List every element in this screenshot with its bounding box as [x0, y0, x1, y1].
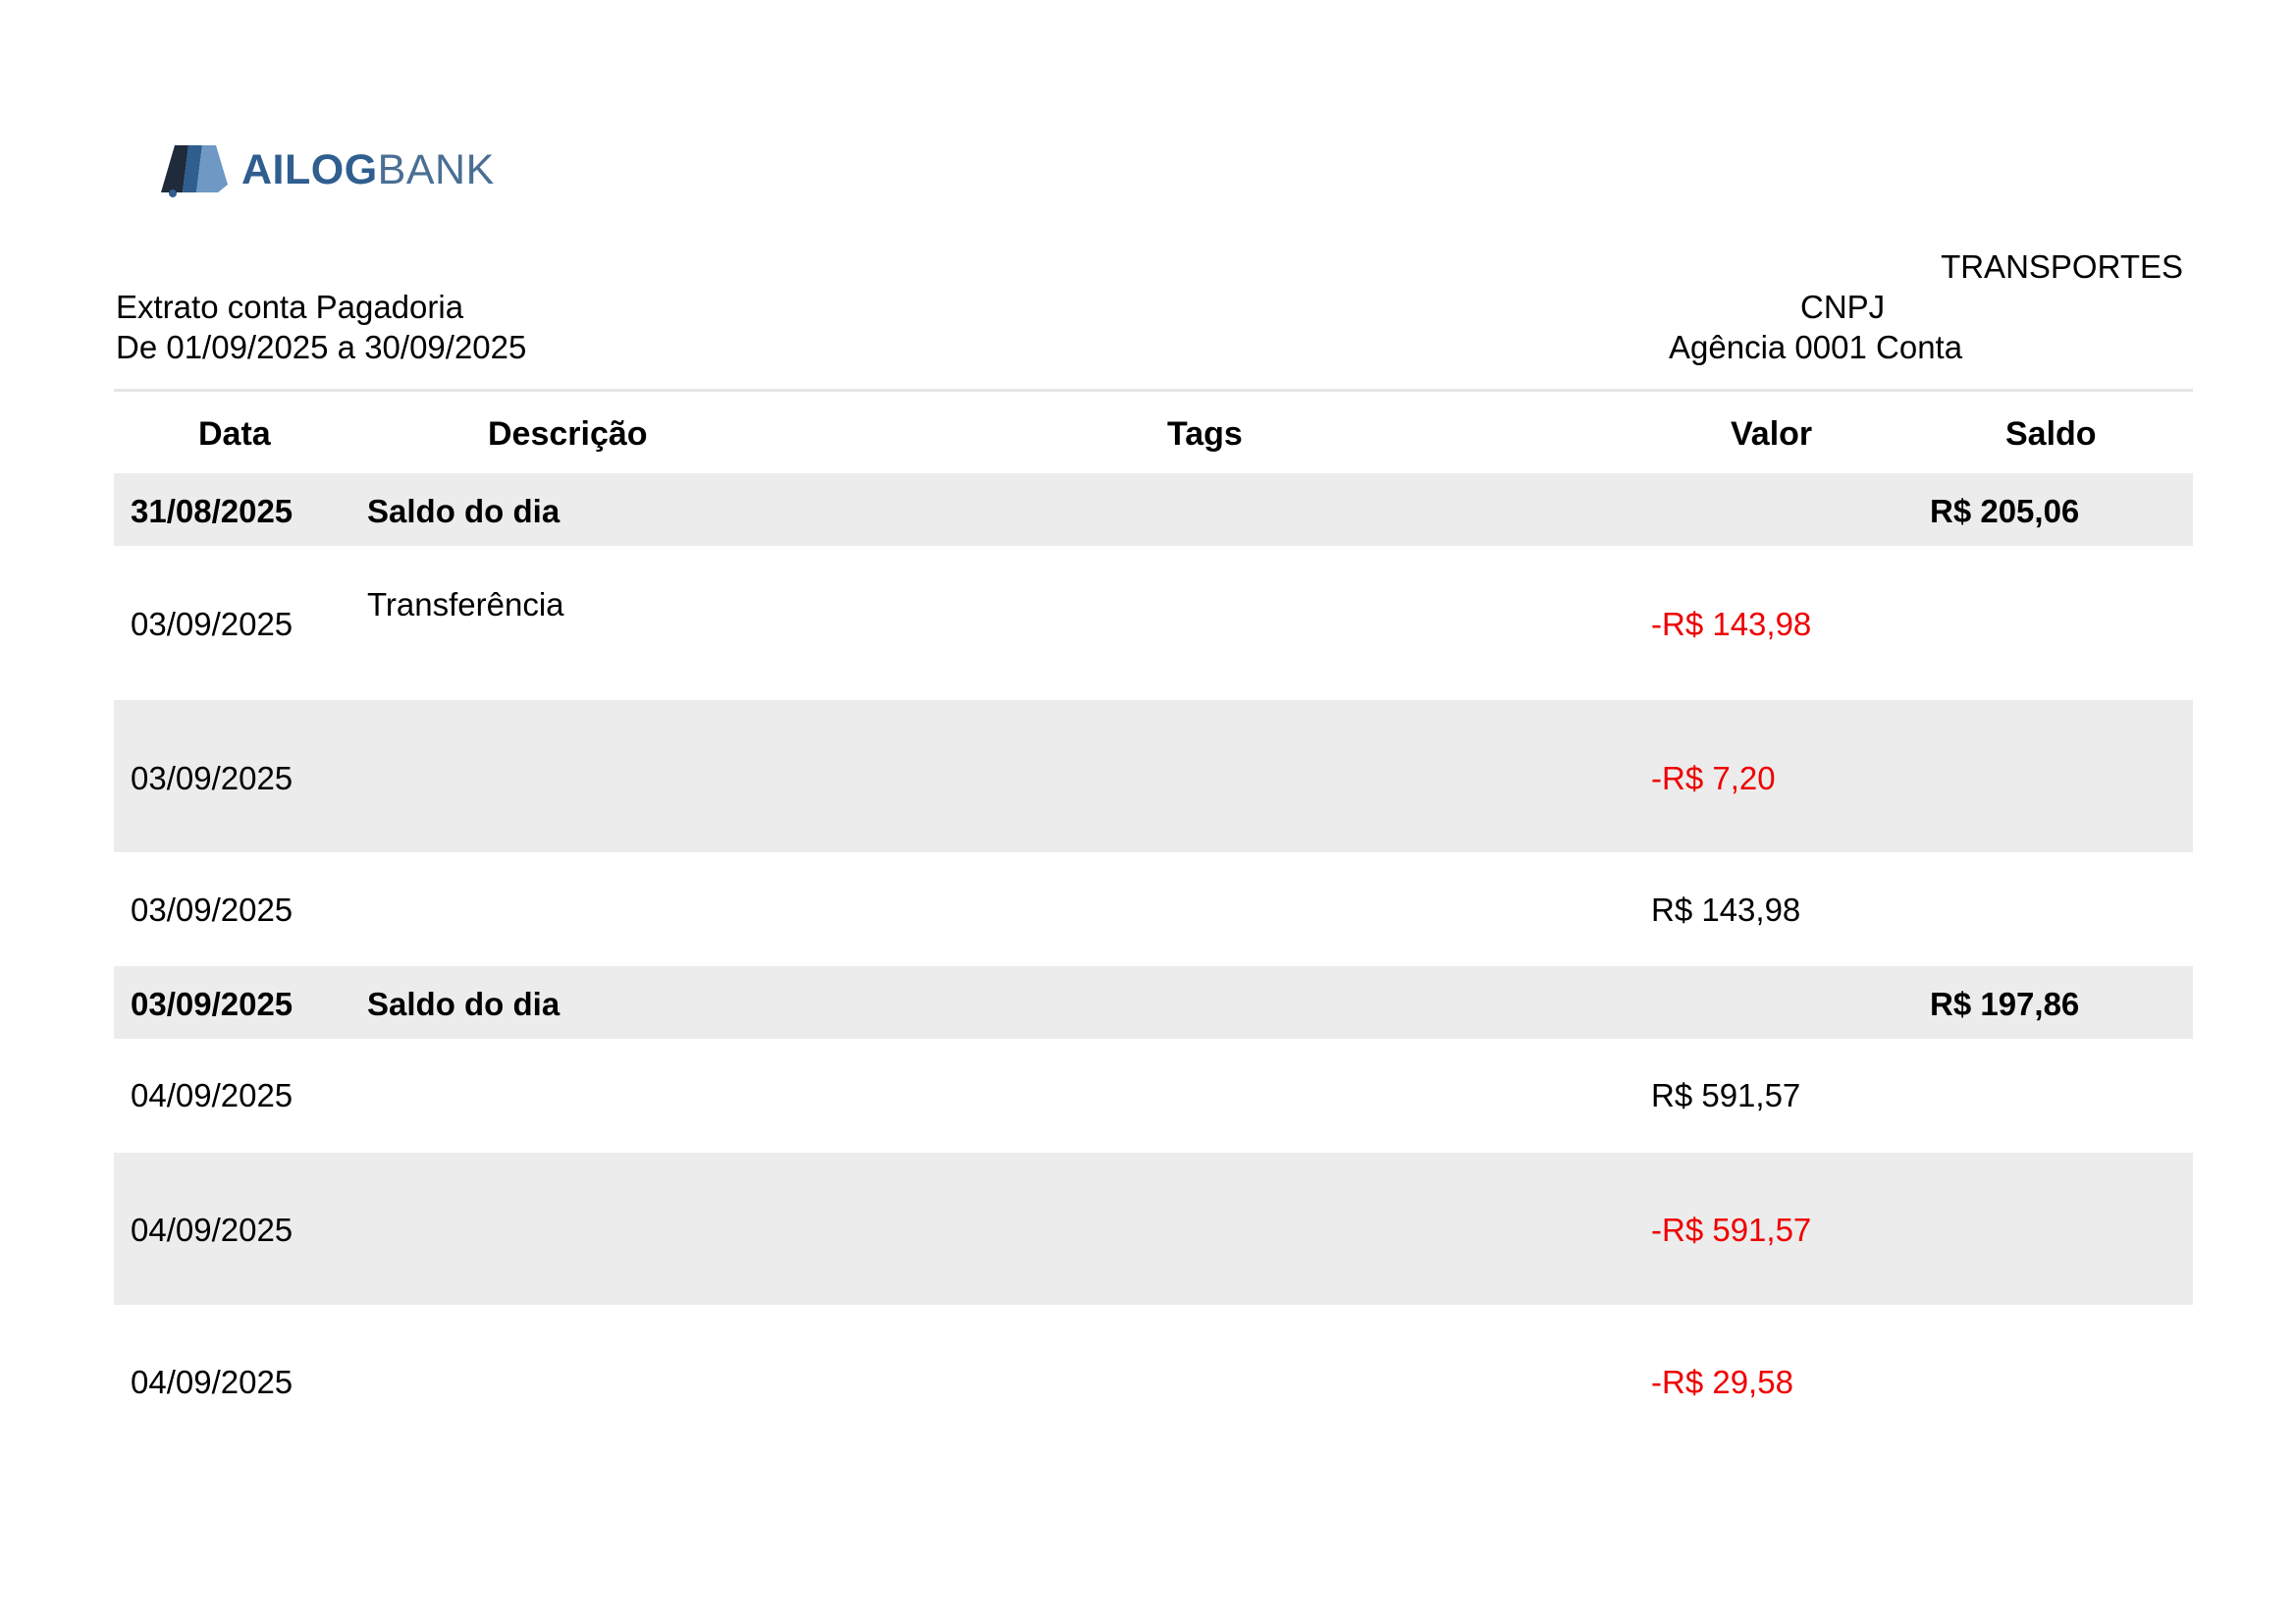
column-header-value: Valor: [1731, 415, 1813, 453]
row-value: -R$ 143,98: [1651, 606, 1812, 642]
table-row: [114, 1305, 2193, 1459]
row-date: 03/09/2025: [131, 986, 294, 1022]
row-value: -R$ 7,20: [1651, 760, 1776, 796]
row-date: 04/09/2025: [131, 1364, 294, 1400]
row-date: 04/09/2025: [131, 1212, 294, 1248]
row-date: 04/09/2025: [131, 1077, 294, 1113]
row-description: Transferência: [367, 586, 564, 623]
row-value: R$ 143,98: [1651, 892, 1801, 928]
table-row: [114, 700, 2193, 852]
column-header-description: Descrição: [488, 415, 648, 453]
statement-title: Extrato conta Pagadoria: [116, 289, 464, 325]
row-date: 03/09/2025: [131, 606, 294, 642]
header-divider: [114, 389, 2193, 392]
statement-period: De 01/09/2025 a 30/09/2025: [116, 329, 527, 365]
account-info: Agência 0001 Conta: [1669, 329, 1963, 365]
table-row: [114, 473, 2193, 546]
bank-logo: [159, 141, 495, 198]
brand-name-light: BANK: [377, 145, 495, 193]
row-balance: R$ 205,06: [1930, 493, 2080, 529]
row-date: 03/09/2025: [131, 760, 294, 796]
row-balance: R$ 197,86: [1930, 986, 2080, 1022]
row-value: -R$ 591,57: [1651, 1212, 1812, 1248]
row-value: R$ 591,57: [1651, 1077, 1801, 1113]
row-description: Saldo do dia: [367, 493, 561, 529]
table-row: [114, 966, 2193, 1039]
company-name: TRANSPORTES: [1941, 248, 2183, 285]
brand-name-strong: AILOG: [241, 145, 378, 193]
row-description: Saldo do dia: [367, 986, 561, 1022]
row-value: -R$ 29,58: [1651, 1364, 1793, 1400]
row-date: 03/09/2025: [131, 892, 294, 928]
logo-mark-icon: [159, 141, 230, 198]
column-header-balance: Saldo: [2005, 415, 2097, 453]
column-header-tags: Tags: [1167, 415, 1243, 453]
table-row: [114, 546, 2193, 700]
row-date: 31/08/2025: [131, 493, 294, 529]
table-row: [114, 1039, 2193, 1153]
table-row: [114, 852, 2193, 966]
bank-wordmark: [241, 145, 495, 193]
company-cnpj: CNPJ: [1800, 289, 1886, 325]
table-row: [114, 1153, 2193, 1305]
column-header-date: Data: [198, 415, 271, 453]
